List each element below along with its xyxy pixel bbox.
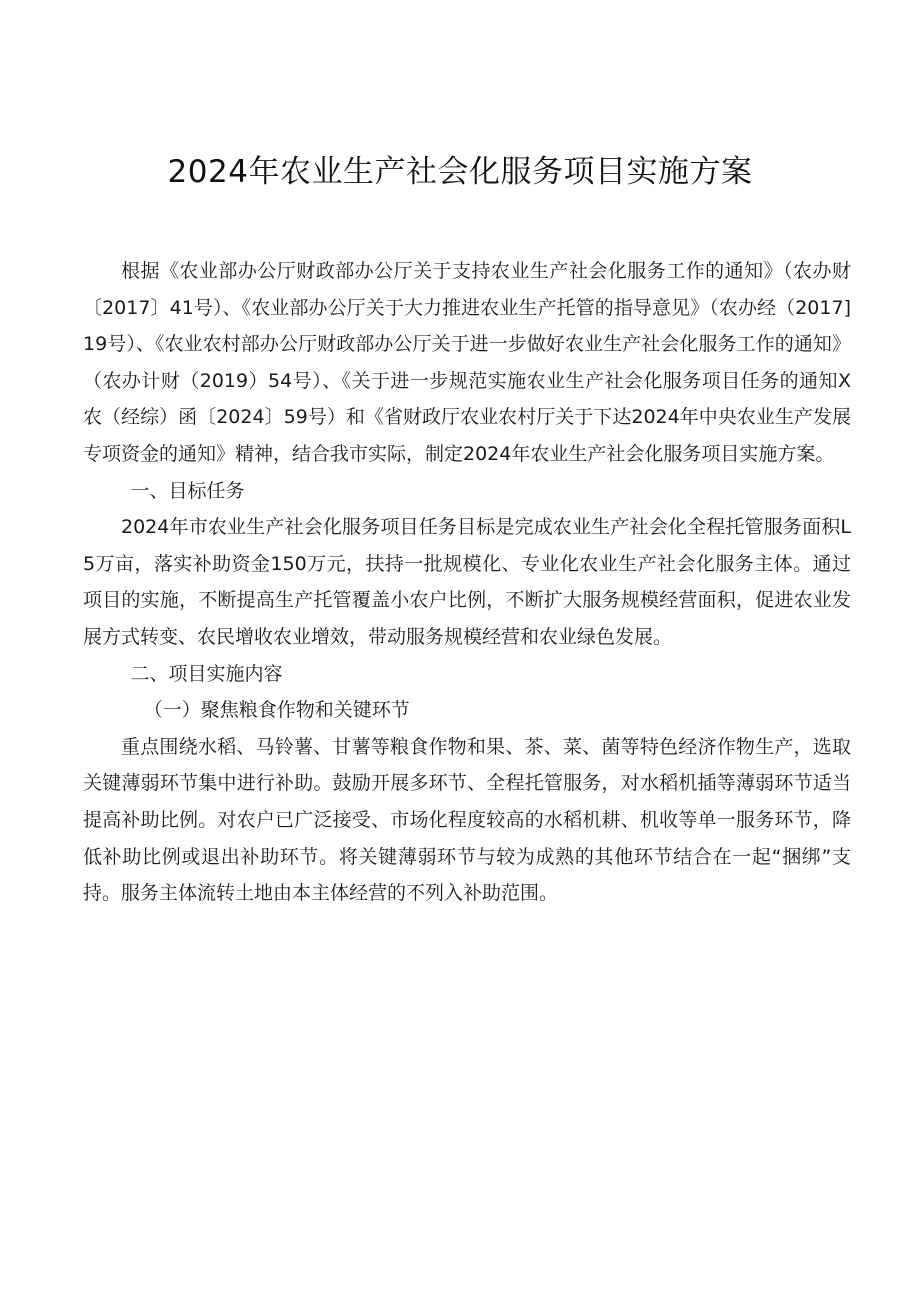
document-title: 2024年农业生产社会化服务项目实施方案: [167, 154, 753, 190]
document-body: [83, 253, 851, 912]
grain-focus-paragraph: 重点围绕水稻、马铃薯、甘薯等粮食作物和果、茶、菜、菌等特色经济作物生产，选取关键薄弱环节集中进行补助。鼓励开展多环节、全程托管服务，对水稻机插等薄弱环节适当提高补助比例。对农户已广泛接受、市场化程度较高的水稻机耕、机收等单一服务环节，降低补助比例或退出补助环节。将关键薄弱环节与较为成熟的其他环节结合在一起“捆绑”支持。服务主体流转土地由本主体经营的不列入补助范围。: [83, 735, 851, 905]
section-heading-content: 二、项目实施内容: [130, 662, 283, 685]
intro-paragraph: 根据《农业部办公厅财政部办公厅关于支持农业生产社会化服务工作的通知》（农办财〔2017〕41号）、《农业部办公厅关于大力推进农业生产托管的指导意见》（农办经（2017]19号）、《农业农村部办公厅财政部办公厅关于进一步做好农业生产社会化服务工作的通知》（农办计财（2019）54号）、《关于进一步规范实施农业生产社会化服务项目任务的通知X农（经综）函〔2024〕59号）和《省财政厅农业农村厅关于下达2024年中央农业生产发展专项资金的通知》精神，结合我市实际，制定2024年农业生产社会化服务项目实施方案。: [83, 260, 851, 465]
section-heading-goals: 一、目标任务: [130, 479, 245, 502]
subsection-heading-grain-focus: （一）聚焦粮食作物和关键环节: [143, 699, 410, 722]
goals-paragraph: 2024年市农业生产社会化服务项目任务目标是完成农业生产社会化全程托管服务面积L5万亩，落实补助资金150万元，扶持一批规模化、专业化农业生产社会化服务主体。通过项目的实施，不断提高生产托管覆盖小农户比例，不断扩大服务规模经营面积，促进农业发展方式转变、农民增收农业增效，带动服务规模经营和农业绿色发展。: [83, 516, 851, 648]
